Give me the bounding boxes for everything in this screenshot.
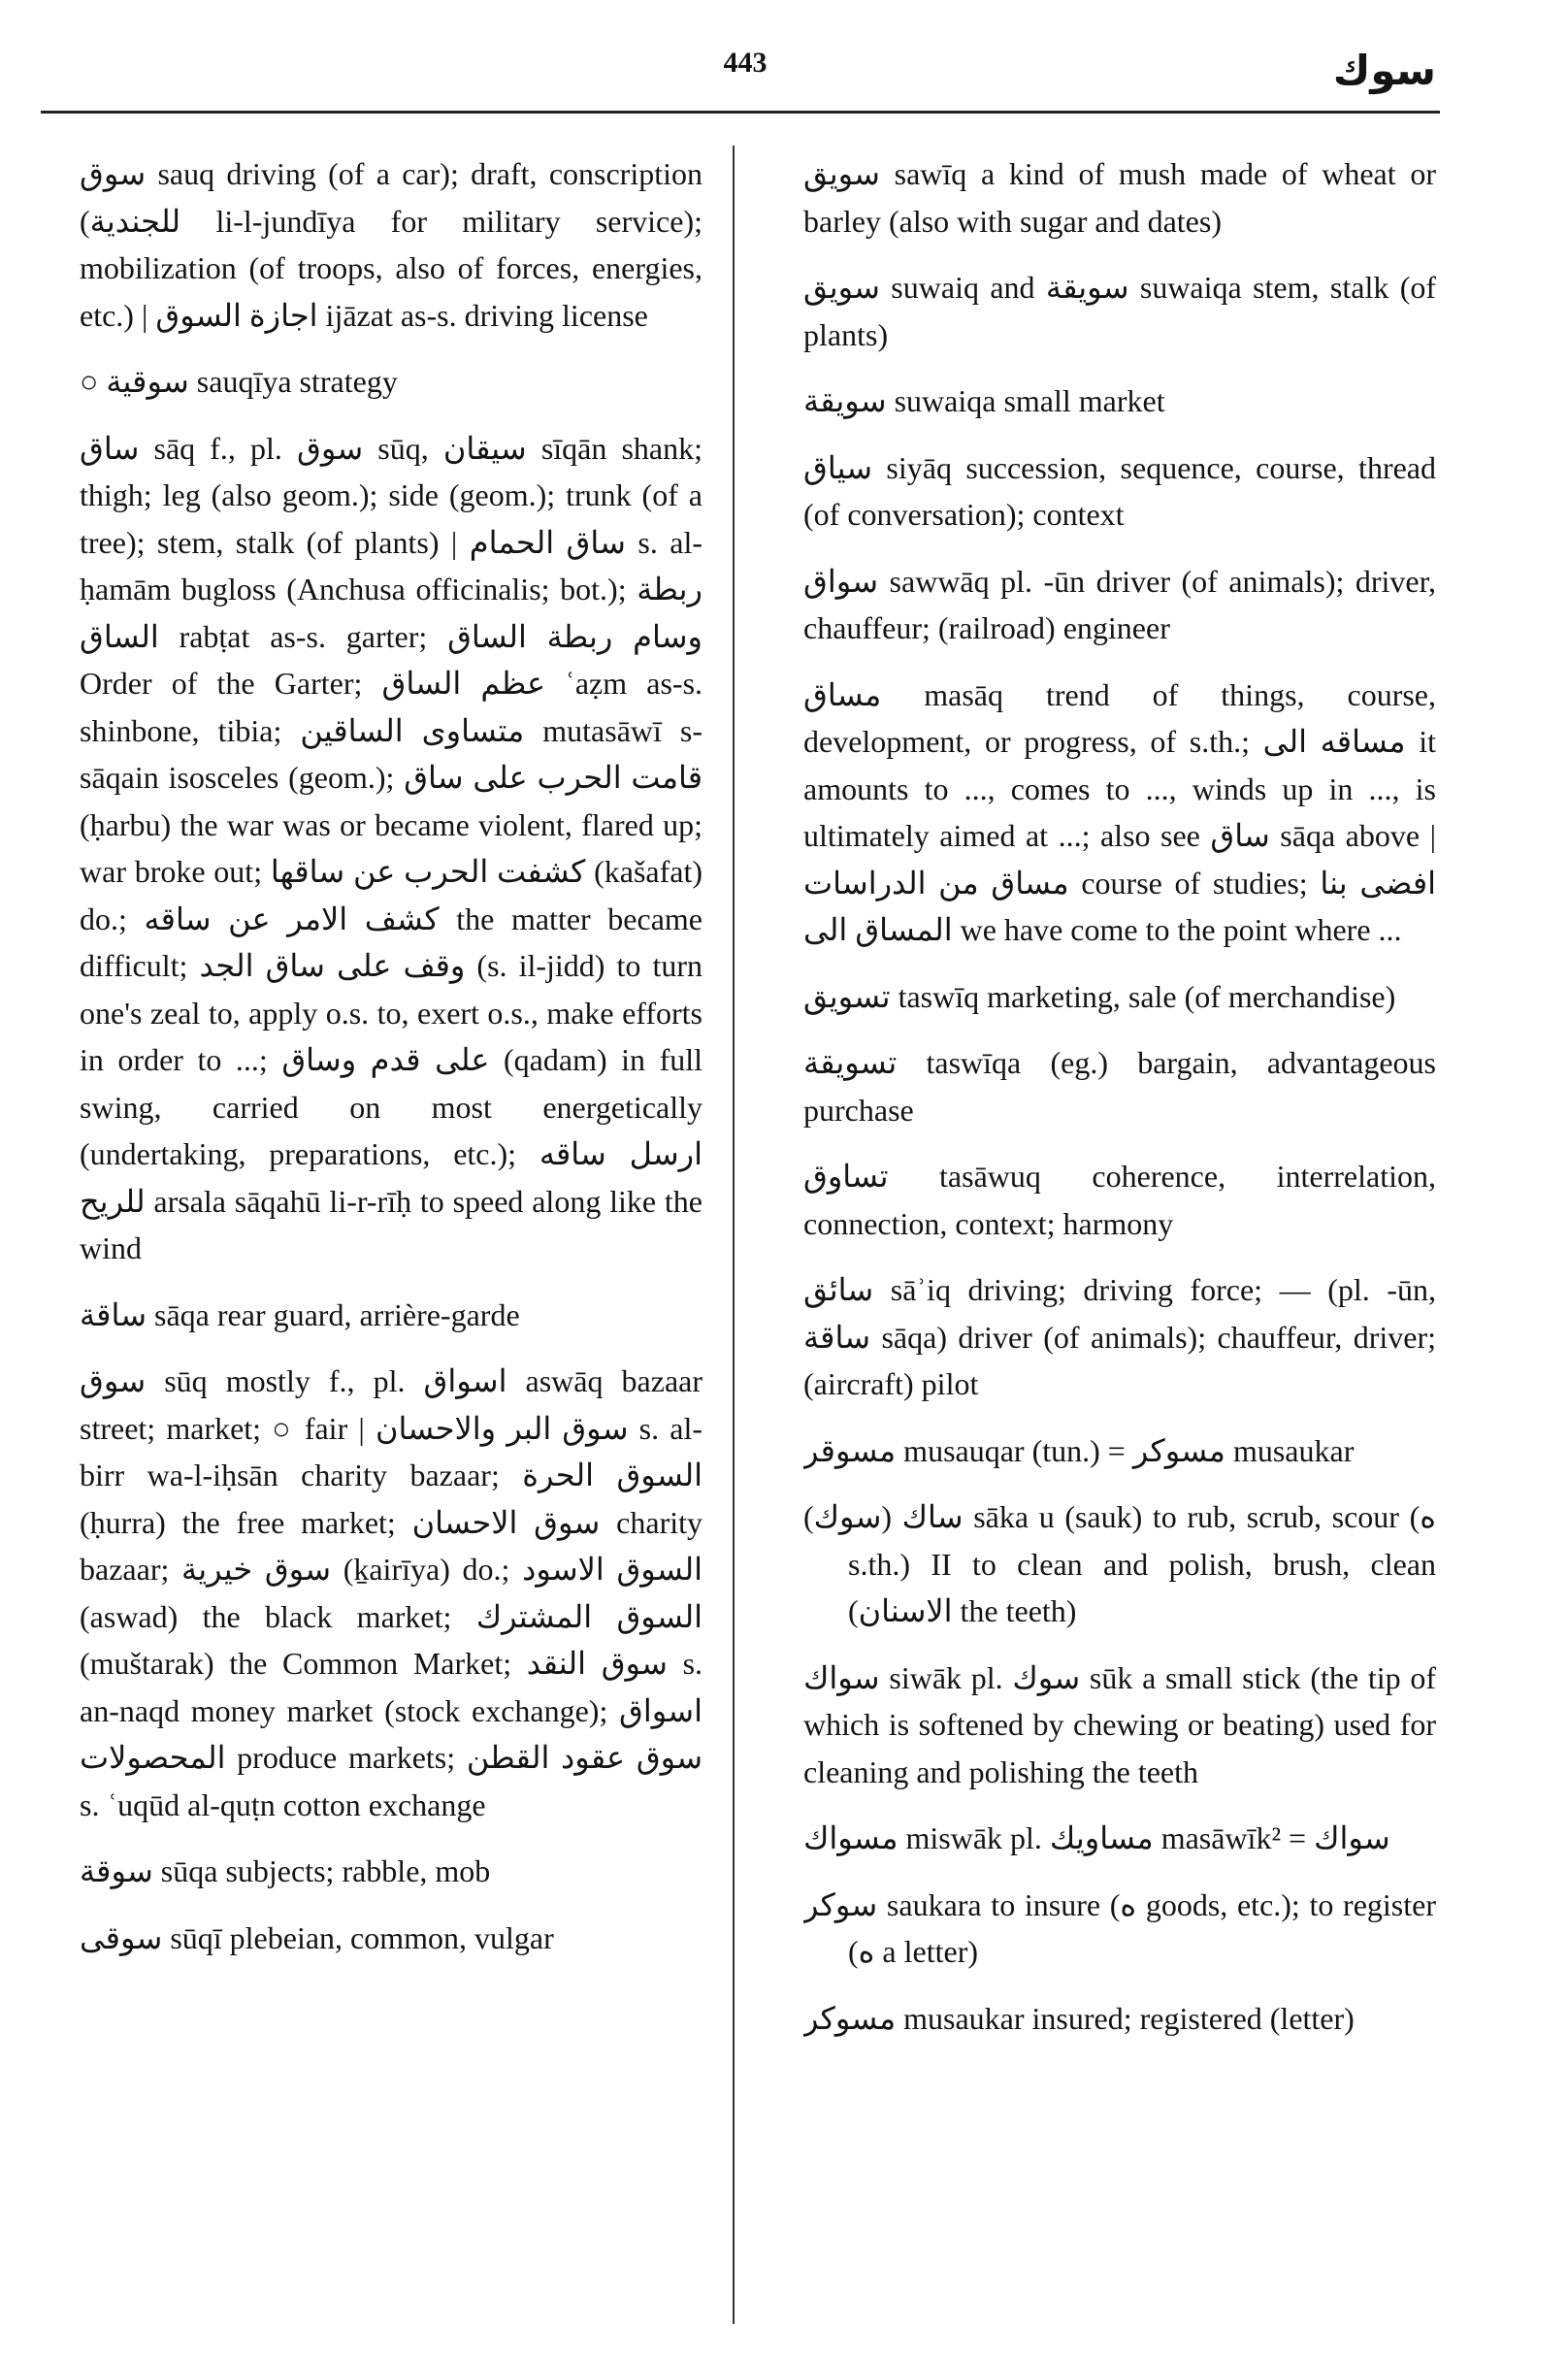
right-column xyxy=(803,150,1436,2324)
entry-text: ساق sāq f., pl. سوق sūq, سيقان sīqān shank; thigh; leg (also geom.); side (geom.); trunk (of a tree); stem, stalk (of plants) | ساق الحمام s. al-ḥamām bugloss (Anchusa officinalis; bot.); ربطة الساق rabṭat as-s. garter; وسام ربطة الساق Order of the Garter; عظم الساق ʿaẓm as-s. shinbone, tibia; متساوى الساقين mutasāwī s-sāqain isosceles (geom.); قامت الحرب على ساق (ḥarbu) the war was or became violent, flared up; war broke out; كشفت الحرب عن ساقها (kašafat) do.; كشف الامر عن ساقه the matter became difficult; وقف على ساق الجد (s. il-jidd) to turn one's zeal to, apply o.s. to, exert o.s., make efforts in order to ...; على قدم وساق (qadam) in full swing, carried on most energetically (undertaking, preparations, etc.); ارسل ساقه للريح arsala sāqahū li-r-rīḥ to speed along like the wind xyxy=(80,430,702,1265)
entry-text: سويقة suwaiqa small market xyxy=(803,383,1165,418)
entry-text: سويق suwaiq and سويقة suwaiqa stem, stalk (of plants) xyxy=(803,270,1436,352)
dictionary-entry xyxy=(80,1358,702,1828)
dictionary-entry xyxy=(803,973,1436,1021)
dictionary-entry xyxy=(80,1848,702,1895)
dictionary-entry xyxy=(803,1815,1436,1862)
page-number: 443 xyxy=(723,47,768,79)
dictionary-entry xyxy=(803,672,1436,954)
dictionary-entry xyxy=(80,150,702,339)
dictionary-entry xyxy=(803,150,1436,245)
entry-text: تسويق taswīq marketing, sale (of merchandise) xyxy=(803,978,1396,1014)
entry-text: سوقى sūqī plebeian, common, vulgar xyxy=(80,1919,554,1955)
entry-text: (سوك) ساك sāka u (sauk) to rub, scrub, scour (ه s.th.) II to clean and polish, brush, clean (الاسنان the teeth) xyxy=(803,1499,1436,1628)
dictionary-entry xyxy=(80,1915,702,1962)
dictionary-entry xyxy=(803,1039,1436,1133)
entry-text: تساوق tasāwuq coherence, interrelation, connection, context; harmony xyxy=(803,1159,1436,1241)
entry-text: سويق sawīq a kind of mush made of wheat or barley (also with sugar and dates) xyxy=(803,156,1436,239)
dictionary-entry xyxy=(803,1995,1436,2043)
dictionary-entry xyxy=(80,358,702,406)
dictionary-entry xyxy=(80,1292,702,1339)
entry-text: سائق sāʾiq driving; driving force; — (pl. -ūn, ساقة sāqa) driver (of animals); chauffeur, driver; (aircraft) pilot xyxy=(803,1272,1436,1401)
entry-text: مسوكر musaukar insured; registered (letter) xyxy=(803,2000,1355,2036)
entry-text: مساق masāq trend of things, course, development, or progress, of s.th.; مساقه الى it amounts to ..., comes to ..., winds up in ..., is ultimately aimed at ...; also see ساق sāqa above | مساق من الدراسات course of studies; افضى بنا المساق الى we have come to the point where ... xyxy=(803,676,1436,947)
entry-text: مسوقر musauqar (tun.) = مسوكر musaukar xyxy=(803,1432,1355,1468)
entry-text: سوق sūq mostly f., pl. اسواق aswāq bazaar street; market; ○ fair | سوق البر والاحسان s. al-birr wa-l-iḥsān charity bazaar; السوق الحرة (ḥurra) the free market; سوق الاحسان charity bazaar; سوق خيرية (ḵairīya) do.; السوق الاسود (aswad) the black market; السوق المشترك (muštarak) the Common Market; سوق النقد s. an-naqd money market (stock exchange); اسواق المحصولات produce markets; سوق عقود القطن s. ʿuqūd al-quṭn cotton exchange xyxy=(80,1363,702,1822)
entry-text: سوقة sūqa subjects; rabble, mob xyxy=(80,1853,491,1888)
dictionary-entry xyxy=(803,558,1436,652)
dictionary-entry xyxy=(803,1266,1436,1408)
dictionary-entry xyxy=(803,1153,1436,1247)
entry-text: سياق siyāq succession, sequence, course, thread (of conversation); context xyxy=(803,449,1436,532)
entry-text: ساقة sāqa rear guard, arrière-garde xyxy=(80,1296,520,1332)
entry-text: سوق sauq driving (of a car); draft, conscription (للجندية li-l-jundīya for military service); mobilization (of troops, also of forces, energies, etc.) | اجازة السوق ijāzat as-s. driving license xyxy=(80,156,702,333)
entry-text: سواك siwāk pl. سوك sūk a small stick (the tip of which is softened by chewing or beating) used for cleaning and polishing the teeth xyxy=(803,1659,1436,1789)
dictionary-entry xyxy=(803,377,1436,425)
entry-text: تسويقة taswīqa (eg.) bargain, advantageous purchase xyxy=(803,1045,1436,1128)
dictionary-entry xyxy=(803,1493,1436,1635)
dictionary-entry xyxy=(803,1655,1436,1796)
entry-text: سوكر saukara to insure (ه goods, etc.); to register (ه a letter) xyxy=(803,1886,1436,1969)
dictionary-entry xyxy=(803,264,1436,358)
column-divider xyxy=(733,146,735,2324)
left-column xyxy=(80,150,702,2324)
dictionary-entry xyxy=(803,1882,1436,1976)
dictionary-entry xyxy=(803,1427,1436,1475)
dictionary-entry xyxy=(80,425,702,1272)
header-rule xyxy=(41,111,1440,114)
entry-text: مسواك miswāk pl. مساويك masāwīk² = سواك xyxy=(803,1820,1390,1855)
entry-text: ○ سوقية sauqīya strategy xyxy=(80,364,398,399)
entry-text: سواق sawwāq pl. -ūn driver (of animals); driver, chauffeur; (railroad) engineer xyxy=(803,563,1436,645)
dictionary-entry xyxy=(803,444,1436,539)
running-headword: سوك xyxy=(1332,47,1436,94)
